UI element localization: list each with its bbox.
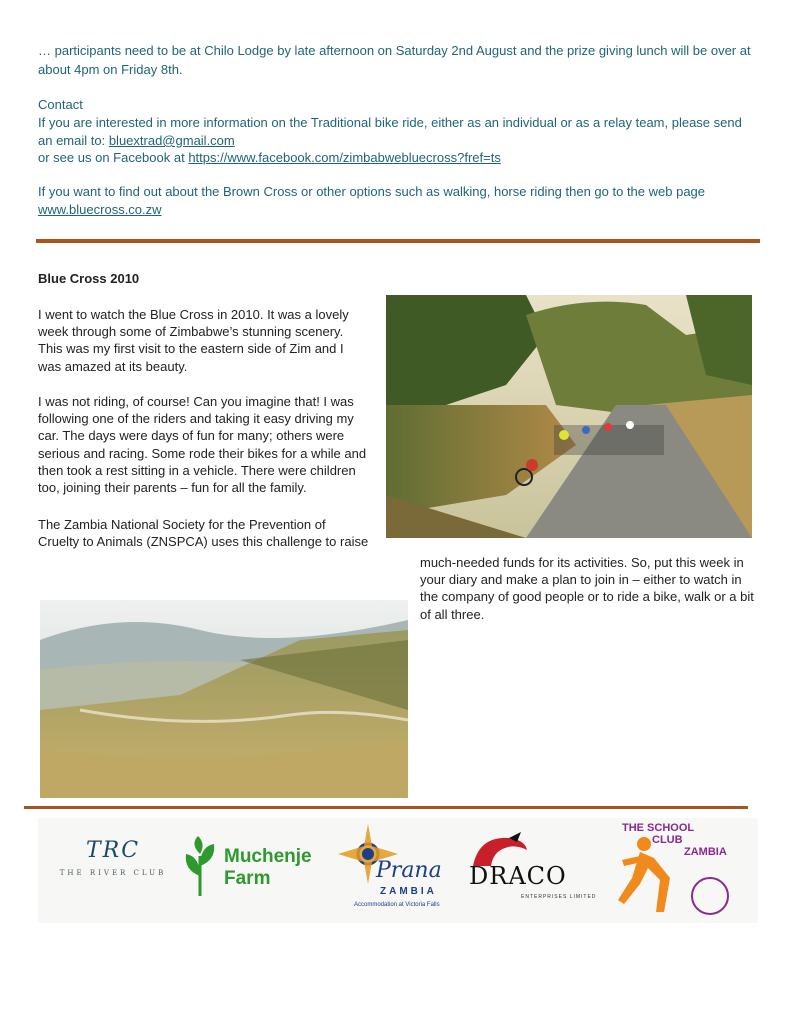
facebook-link[interactable]: https://www.facebook.com/zimbabwebluecross?fref=ts (188, 150, 501, 165)
cyclists-photo (386, 295, 752, 538)
text-line: car. The days were days of fun for many; others were (38, 428, 345, 444)
draco-tagline: ENTERPRISES LIMITED (521, 894, 597, 900)
webpage-text: If you want to find out about the Brown Cross or other options such as walking, horse riding then go to the web page (38, 184, 706, 199)
webpage-link[interactable]: www.bluecross.co.zw (38, 202, 162, 217)
text-line: much-needed funds for its activities. So, put this week in (420, 555, 744, 570)
facebook-line (38, 149, 768, 166)
text-line: week through some of Zimbabwe’s stunning scenery. (38, 324, 344, 340)
contact-text-2-label: an email to: (38, 133, 109, 148)
text-line: This was my first visit to the eastern side of Zim and I (38, 341, 344, 357)
text-line: the company of good people or to ride a bike, walk or a bit (420, 589, 754, 605)
section-divider-top (36, 239, 760, 243)
text-line: following one of the riders and taking it easy driving my (38, 411, 354, 427)
text-line: Cruelty to Animals (ZNSPCA) uses this challenge to raise (38, 534, 369, 550)
river-club-name: THE RIVER CLUB (59, 869, 167, 877)
contact-heading: Contact (38, 97, 83, 112)
leaf-icon (180, 836, 220, 898)
text-line: of all three. (420, 606, 485, 622)
draco-logo (463, 832, 603, 912)
contact-text-1: If you are interested in more information on the Traditional bike ride, either as an individual or as a relay team, please send (38, 115, 742, 130)
hoop-icon (690, 876, 730, 916)
muchenje-name (224, 846, 312, 890)
prana-tagline: Accommodation at Victoria Falls (354, 902, 440, 908)
contact-text-2 (38, 132, 768, 149)
prana-zambia-logo (328, 824, 458, 920)
landscape-photo (40, 600, 408, 798)
prana-country: ZAMBIA (380, 886, 437, 897)
webpage-line (38, 201, 768, 218)
river-club-monogram: TRC (85, 838, 141, 863)
muchenje-farm-logo (178, 836, 318, 906)
text-line: then took a rest sitting in a vehicle. There were children (38, 462, 356, 478)
sponsor-logos-strip (38, 818, 758, 923)
article-paragraph-4 (420, 554, 765, 623)
text-line: I went to watch the Blue Cross in 2010. It was a lovely (38, 307, 349, 322)
text-line: was amazed at its beauty. (38, 358, 188, 374)
facebook-prefix: or see us on Facebook at (38, 150, 189, 165)
text-line: too, joining their parents – fun for all the family. (38, 480, 307, 496)
muchenje-line-1: Muchenje (224, 846, 312, 867)
draco-name: DRACO (469, 862, 567, 890)
text-line: serious and racing. Some rode their bikes for a while and (38, 445, 367, 461)
school-line-3: ZAMBIA (684, 846, 727, 858)
school-line-1: THE SCHOOL (622, 822, 695, 834)
muchenje-line-2: Farm (224, 868, 271, 889)
article-paragraph-2 (38, 393, 383, 496)
article-paragraph-1 (38, 306, 383, 375)
river-club-logo (48, 838, 178, 898)
intro-line-2: about 4pm on Friday 8th. (38, 62, 183, 77)
prana-name: Prana (376, 858, 442, 883)
text-line: your diary and make a plan to join in – either to watch in (420, 572, 742, 588)
article-title: Blue Cross 2010 (38, 271, 140, 286)
section-divider-bottom (24, 806, 748, 809)
school-club-text (622, 822, 727, 858)
school-club-zambia-logo (610, 822, 750, 922)
text-line: I was not riding, of course! Can you imagine that! I was (38, 394, 354, 409)
school-line-2: CLUB (652, 834, 683, 846)
contact-email-link[interactable]: bluextrad@gmail.com (108, 133, 235, 148)
text-line: The Zambia National Society for the Prevention of (38, 517, 326, 532)
article-paragraph-3 (38, 516, 383, 550)
intro-line-1: … participants need to be at Chilo Lodge by late afternoon on Saturday 2nd August and the prize giving lunch will be over at (38, 43, 751, 58)
